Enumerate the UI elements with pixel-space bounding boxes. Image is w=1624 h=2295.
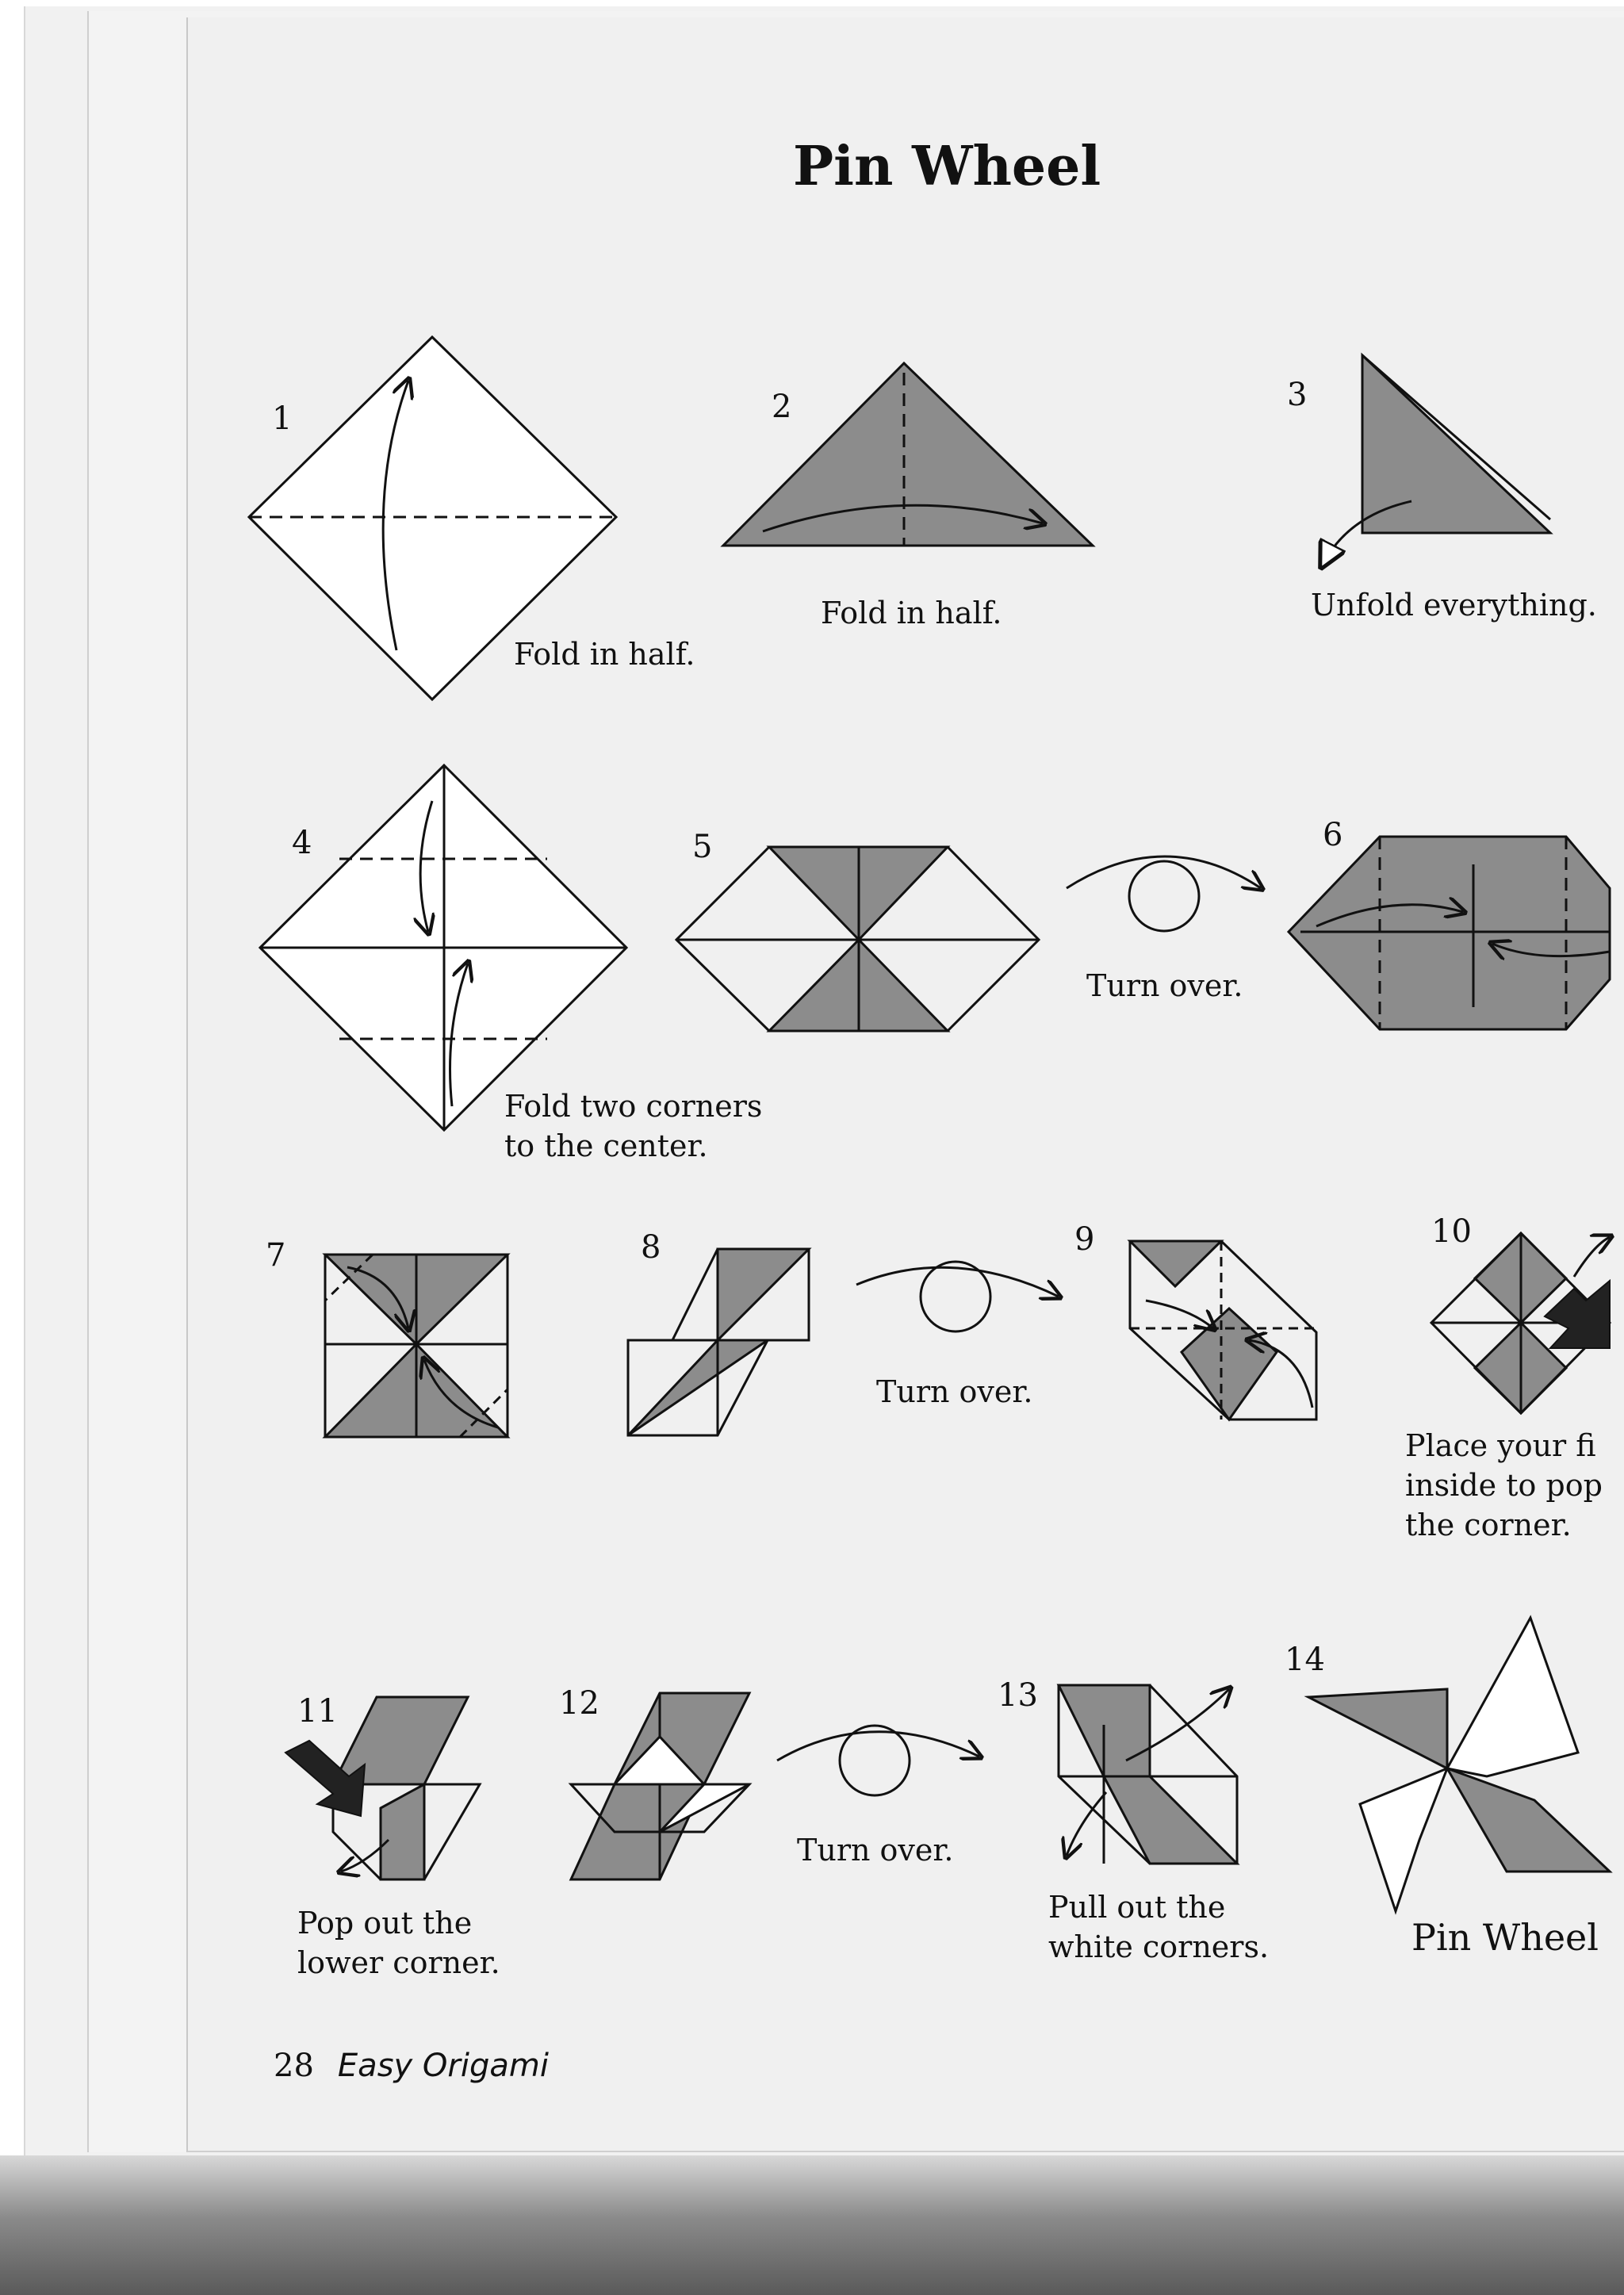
step-3-diagram	[1323, 355, 1550, 565]
step-14-diagram	[1308, 1618, 1610, 1911]
step-8-diagram	[628, 1249, 809, 1435]
step-5-diagram	[676, 847, 1039, 1031]
step-8-caption: Turn over.	[876, 1374, 1033, 1409]
book-title: Easy Origami	[337, 2048, 549, 2084]
step-5-number: 5	[692, 829, 713, 865]
step-13-caption-line-2: white corners.	[1048, 1929, 1270, 1964]
step-8-number: 8	[641, 1229, 661, 1266]
step-14-caption: Pin Wheel	[1411, 1916, 1599, 1959]
step-5-caption: Turn over.	[1086, 968, 1243, 1003]
step-2-number: 2	[772, 389, 792, 425]
step-4-caption-line-2: to the center.	[504, 1128, 708, 1163]
step-6-diagram	[1289, 837, 1610, 1029]
step-3-number: 3	[1287, 377, 1308, 413]
turn-over-arrow-1	[1067, 856, 1261, 931]
step-10-caption-line-2: inside to pop	[1405, 1468, 1603, 1503]
step-13-number: 13	[998, 1677, 1038, 1714]
page-title: Pin Wheel	[793, 135, 1101, 198]
step-10-number: 10	[1431, 1213, 1472, 1250]
step-13-diagram	[1059, 1685, 1237, 1864]
step-9-diagram	[1130, 1241, 1316, 1420]
step-11-caption-line-2: lower corner.	[297, 1945, 500, 1980]
step-12-caption: Turn over.	[797, 1833, 954, 1868]
step-1-number: 1	[272, 400, 293, 437]
step-13-caption-line-1: Pull out the	[1048, 1890, 1226, 1925]
step-11-caption-line-1: Pop out the	[297, 1906, 473, 1941]
turn-over-arrow-2	[856, 1262, 1059, 1331]
step-7-number: 7	[266, 1237, 286, 1274]
step-6-number: 6	[1323, 817, 1343, 853]
step-11-number: 11	[297, 1693, 338, 1730]
step-4-diagram	[260, 765, 626, 1130]
step-12-number: 12	[559, 1685, 599, 1722]
step-14-number: 14	[1285, 1642, 1325, 1678]
turn-over-arrow-3	[777, 1726, 979, 1795]
step-2-caption: Fold in half.	[821, 596, 1002, 630]
step-4-number: 4	[292, 825, 312, 861]
step-9-number: 9	[1074, 1221, 1095, 1258]
step-10-caption-line-3: the corner.	[1405, 1508, 1572, 1542]
step-1-caption: Fold in half.	[514, 637, 695, 672]
page-number: 28	[274, 2048, 314, 2084]
step-7-diagram	[325, 1255, 508, 1437]
step-10-caption-line-1: Place your fi	[1405, 1428, 1596, 1463]
step-3-caption: Unfold everything.	[1311, 588, 1597, 623]
step-4-caption-line-1: Fold two corners	[504, 1089, 763, 1124]
page-footer	[274, 2048, 549, 2084]
step-10-diagram	[1431, 1233, 1610, 1413]
